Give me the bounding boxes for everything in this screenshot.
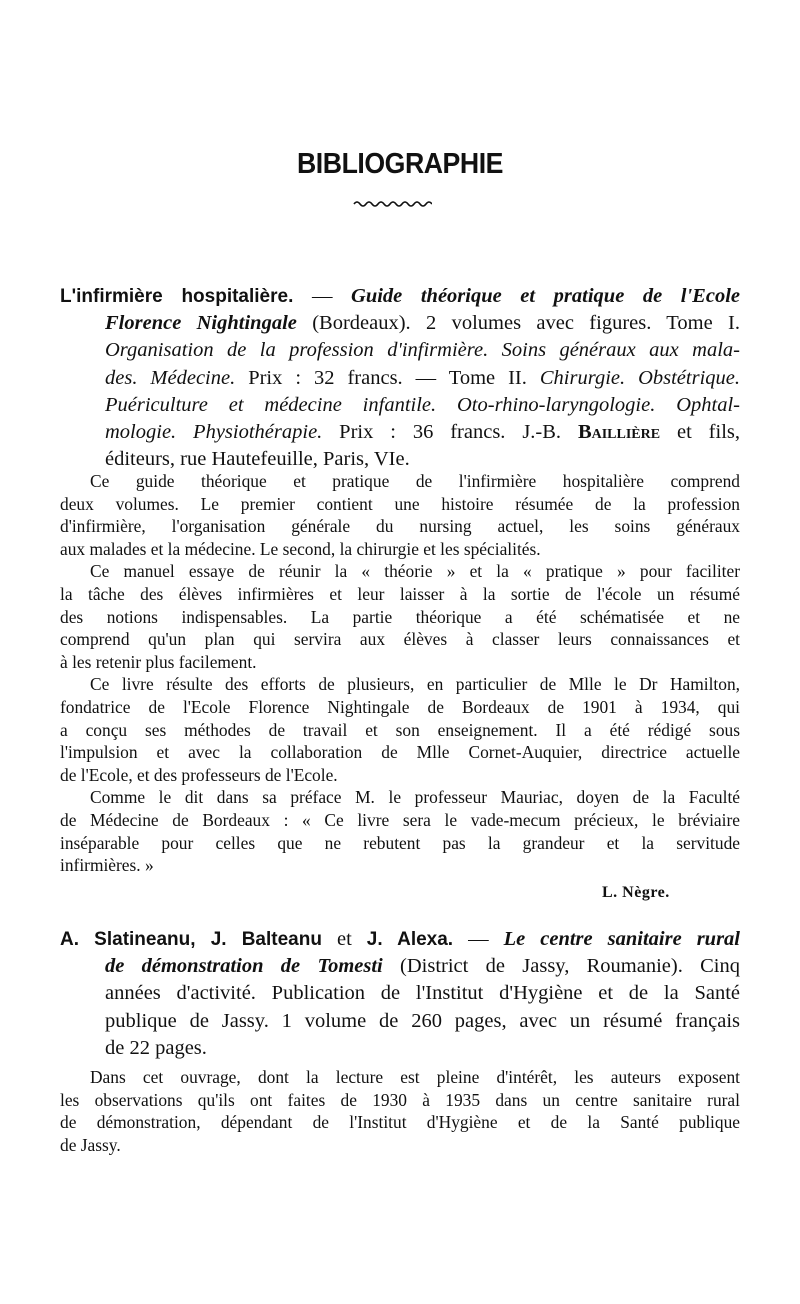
paragraph — [60, 673, 740, 786]
review2-heading — [60, 926, 740, 1062]
text-line: Dans cet ouvrage, dont la lecture est pleine d'intérêt, les auteurs exposent — [90, 1067, 740, 1087]
text-line: les observations qu'ils ont faites de 1930 à 1935 dans un centre sanitaire rural — [60, 1089, 740, 1110]
text-line: a conçu ses méthodes de travail et son enseignement. Il a été rédigé sous — [60, 719, 740, 740]
review2-body — [60, 1066, 740, 1156]
text-line: la tâche des élèves infirmières et leur laisser à la sortie de l'école un résumé — [60, 583, 740, 604]
text-line: de Jassy. — [60, 1134, 121, 1155]
paragraph — [60, 1066, 740, 1156]
review1-heading-line: des. Médecine. Prix : 32 francs. — Tome II. Chirurgie. Obstétrique. — [105, 366, 740, 389]
text-line: de démonstration, dépendant de l'Institut d'Hygiène et de la Santé publique — [60, 1112, 740, 1133]
text-line: aux malades et la médecine. Le second, la chirurgie et les spécialités. — [60, 538, 541, 559]
paragraph — [60, 560, 740, 673]
paragraph — [60, 470, 740, 560]
text-line: des notions indispensables. La partie théorique a été schématisée et ne — [60, 606, 740, 627]
text-line: l'impulsion et avec la collaboration de Mlle Cornet-Auquier, directrice actuelle — [60, 742, 740, 763]
page-title: BIBLIOGRAPHIE — [297, 148, 503, 180]
text-line: d'infirmière, l'organisation générale du nursing actuel, les soins généraux — [60, 516, 740, 537]
review2-heading-line: années d'activité. Publication de l'Institut d'Hygiène et de la Santé — [105, 982, 740, 1005]
review1-heading — [60, 283, 740, 473]
review1-heading-line: Puériculture et médecine infantile. Oto-rhino-laryngologie. Ophtal- — [105, 393, 740, 416]
review1-body — [60, 470, 740, 877]
text-line: Comme le dit dans sa préface M. le professeur Mauriac, doyen de la Faculté — [90, 787, 740, 808]
text-line: deux volumes. Le premier contient une histoire résumée de la profession — [60, 493, 740, 514]
text-line: de l'Ecole, et des professeurs de l'Ecole. — [60, 764, 338, 785]
text-line: infirmières. » — [60, 855, 154, 876]
ornament-divider — [352, 198, 432, 210]
paragraph — [60, 786, 740, 876]
text-line: fondatrice de l'Ecole Florence Nightingale de Bordeaux de 1901 à 1934, qui — [60, 696, 740, 717]
text-line: à les retenir plus facilement. — [60, 651, 257, 672]
text-line: comprend qu'un plan qui servira aux élèves à classer leurs connaissances et — [60, 629, 740, 650]
review1-heading-line: mologie. Physiothérapie. Prix : 36 francs. J.-B. Baillière et fils, — [105, 421, 740, 444]
review2-heading-line: de 22 pages. — [105, 1036, 207, 1059]
signature: L. Nègre. — [602, 884, 670, 901]
review2-heading-line: de démonstration de Tomesti (District de Jassy, Roumanie). Cinq — [105, 955, 740, 978]
review1-heading-line: Florence Nightingale (Bordeaux). 2 volumes avec figures. Tome I. — [105, 312, 740, 335]
text-line: de Médecine de Bordeaux : « Ce livre sera le vade-mecum précieux, le bréviaire — [60, 809, 740, 830]
review2-heading-line: publique de Jassy. 1 volume de 260 pages, avec un résumé français — [105, 1009, 740, 1032]
text-line: Ce livre résulte des efforts de plusieurs, en particulier de Mlle le Dr Hamilton, — [90, 674, 740, 695]
review1-heading-line: Organisation de la profession d'infirmière. Soins généraux aux mala- — [105, 339, 740, 362]
text-line: Ce manuel essaye de réunir la « théorie » et la « pratique » pour faciliter — [90, 561, 740, 582]
text-line: inséparable pour celles que ne rebutent pas la grandeur et la servitude — [60, 832, 740, 853]
text-line: Ce guide théorique et pratique de l'infirmière hospitalière comprend — [90, 471, 740, 491]
review1-heading-line: éditeurs, rue Hautefeuille, Paris, VIe. — [105, 448, 410, 471]
review1-heading-line: L'infirmière hospitalière. — Guide théorique et pratique de l'Ecole — [60, 285, 741, 307]
review2-heading-line: A. Slatineanu, J. Balteanu et J. Alexa. — Le centre sanitaire rural — [60, 928, 740, 950]
